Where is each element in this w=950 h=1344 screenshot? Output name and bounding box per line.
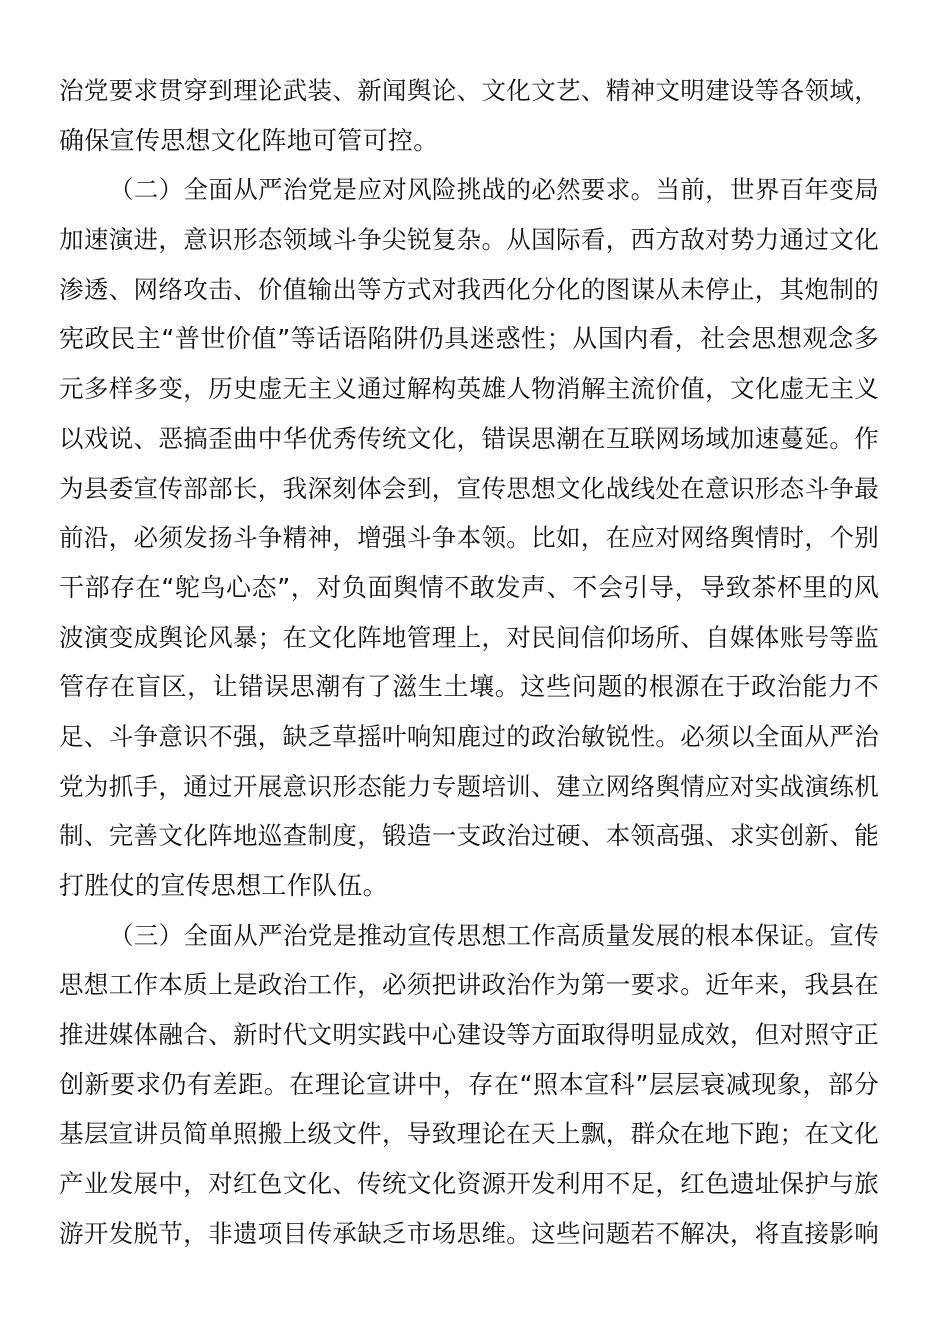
- text-line: 基层宣讲员简单照搬上级文件，导致理论在天上飘，群众在地下跑；在文化: [59, 1119, 879, 1149]
- text-line: 前沿，必须发扬斗争精神，增强斗争本领。比如，在应对网络舆情时，个别: [59, 523, 879, 553]
- text-line: 推进媒体融合、新时代文明实践中心建设等方面取得明显成效，但对照守正: [59, 1020, 879, 1050]
- text-line: 渗透、网络攻击、价值输出等方式对我西化分化的图谋从未停止，其炮制的: [59, 274, 879, 304]
- text-line: 打胜仗的宣传思想工作队伍。: [59, 871, 388, 900]
- document-page: [59, 66, 879, 1259]
- text-line: 产业发展中，对红色文化、传统文化资源开发利用不足，红色遗址保护与旅: [59, 1169, 879, 1199]
- text-line: 波演变成舆论风暴；在文化阵地管理上，对民间信仰场所、自媒体账号等监: [59, 622, 879, 652]
- text-line: 党为抓手，通过开展意识形态能力专题培训、建立网络舆情应对实战演练机: [59, 771, 879, 801]
- text-line: 为县委宣传部部长，我深刻体会到，宣传思想文化战线处在意识形态斗争最: [59, 473, 879, 503]
- text-line: 治党要求贯穿到理论武装、新闻舆论、文化文艺、精神文明建设等各领域，: [59, 76, 879, 105]
- text-line: 管存在盲区，让错误思潮有了滋生土壤。这些问题的根源在于政治能力不: [59, 672, 879, 702]
- text-line: 干部存在“鸵鸟心态”，对负面舆情不敢发声、不会引导，导致茶杯里的风: [59, 572, 879, 602]
- text-line: （三）全面从严治党是推动宣传思想工作高质量发展的根本保证。宣传: [109, 920, 879, 950]
- text-line: 宪政民主“普世价值”等话语陷阱仍具迷惑性；从国内看，社会思想观念多: [59, 324, 879, 354]
- text-line: 创新要求仍有差距。在理论宣讲中，存在“照本宣科”层层衰减现象，部分: [59, 1069, 879, 1099]
- text-line: 加速演进，意识形态领域斗争尖锐复杂。从国际看，西方敌对势力通过文化: [59, 225, 879, 255]
- text-line: 以戏说、恶搞歪曲中华优秀传统文化，错误思潮在互联网场域加速蔓延。作: [59, 423, 879, 453]
- text-line: 元多样多变，历史虚无主义通过解构英雄人物消解主流价值，文化虚无主义: [59, 374, 879, 404]
- text-line: 足、斗争意识不强，缺乏草摇叶响知鹿过的政治敏锐性。必须以全面从严治: [59, 721, 879, 751]
- text-line: 制、完善文化阵地巡查制度，锻造一支政治过硬、本领高强、求实创新、能: [59, 821, 879, 851]
- text-line: （二）全面从严治党是应对风险挑战的必然要求。当前，世界百年变局: [109, 175, 879, 205]
- text-line: 游开发脱节，非遗项目传承缺乏市场思维。这些问题若不解决，将直接影响: [59, 1218, 879, 1248]
- text-line: 确保宣传思想文化阵地可管可控。: [59, 125, 439, 155]
- text-line: 思想工作本质上是政治工作，必须把讲政治作为第一要求。近年来，我县在: [59, 970, 879, 1000]
